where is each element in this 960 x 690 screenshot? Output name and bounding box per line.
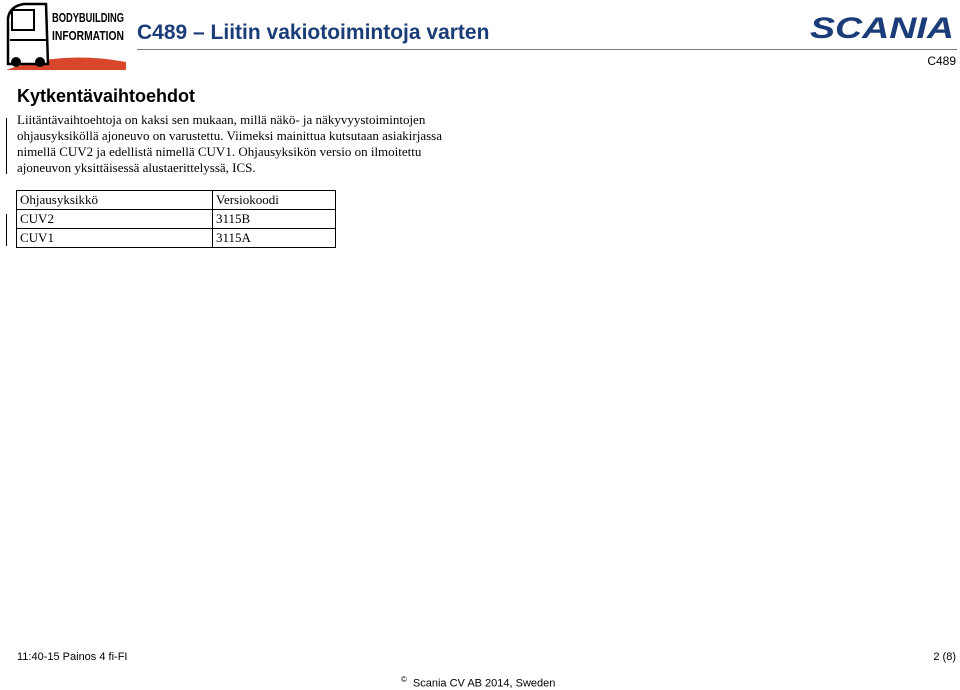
logo-line2: INFORMATION xyxy=(52,28,124,43)
table-row xyxy=(17,210,336,229)
change-bar xyxy=(6,214,7,246)
scania-logo-text: SCANIA xyxy=(810,12,954,45)
footer-page-number: 2 (8) xyxy=(933,651,956,663)
scania-logo xyxy=(808,10,958,45)
table-header-row xyxy=(17,191,336,210)
copyright-text: Scania CV AB 2014, Sweden xyxy=(412,677,556,690)
version-table xyxy=(16,190,336,248)
logo-line1: BODYBUILDING xyxy=(52,10,124,25)
section-heading: Kytkentävaihtoehdot xyxy=(17,86,196,106)
document-title: C489 – Liitin vakiotoimintoja varten xyxy=(137,21,490,44)
header-divider xyxy=(137,49,957,50)
body-paragraph xyxy=(17,112,472,176)
footer-copyright xyxy=(401,675,555,690)
change-bar xyxy=(6,118,7,174)
bodybuilding-information-logo xyxy=(2,0,128,72)
paragraph-text: Liitäntävaihtoehtoja on kaksi sen mukaan, millä näkö- ja näkyvyystoimintojen ohjausyksiköllä ajoneuvo on varustettu. Viimeksi mainittua kutsutaan asiakirjassa nimellä CUV2 ja edellistä nimellä CUV1. Ohjausyksikön versio on ilmoitettu ajoneuvon yksittäisessä alustaerittelyssä, ICS. xyxy=(17,112,443,175)
table-header-cell: Ohjausyksikkö xyxy=(17,191,213,210)
table-cell: CUV2 xyxy=(17,210,213,229)
table-cell: 3115B xyxy=(213,210,336,229)
footer-edition: 11:40-15 Painos 4 fi-FI xyxy=(17,651,128,663)
table-row xyxy=(17,229,336,248)
document-code: C489 xyxy=(927,54,956,68)
copyright-symbol: © xyxy=(401,675,407,684)
table-header-cell: Versiokoodi xyxy=(213,191,336,210)
table-cell: CUV1 xyxy=(17,229,213,248)
table-cell: 3115A xyxy=(213,229,336,248)
